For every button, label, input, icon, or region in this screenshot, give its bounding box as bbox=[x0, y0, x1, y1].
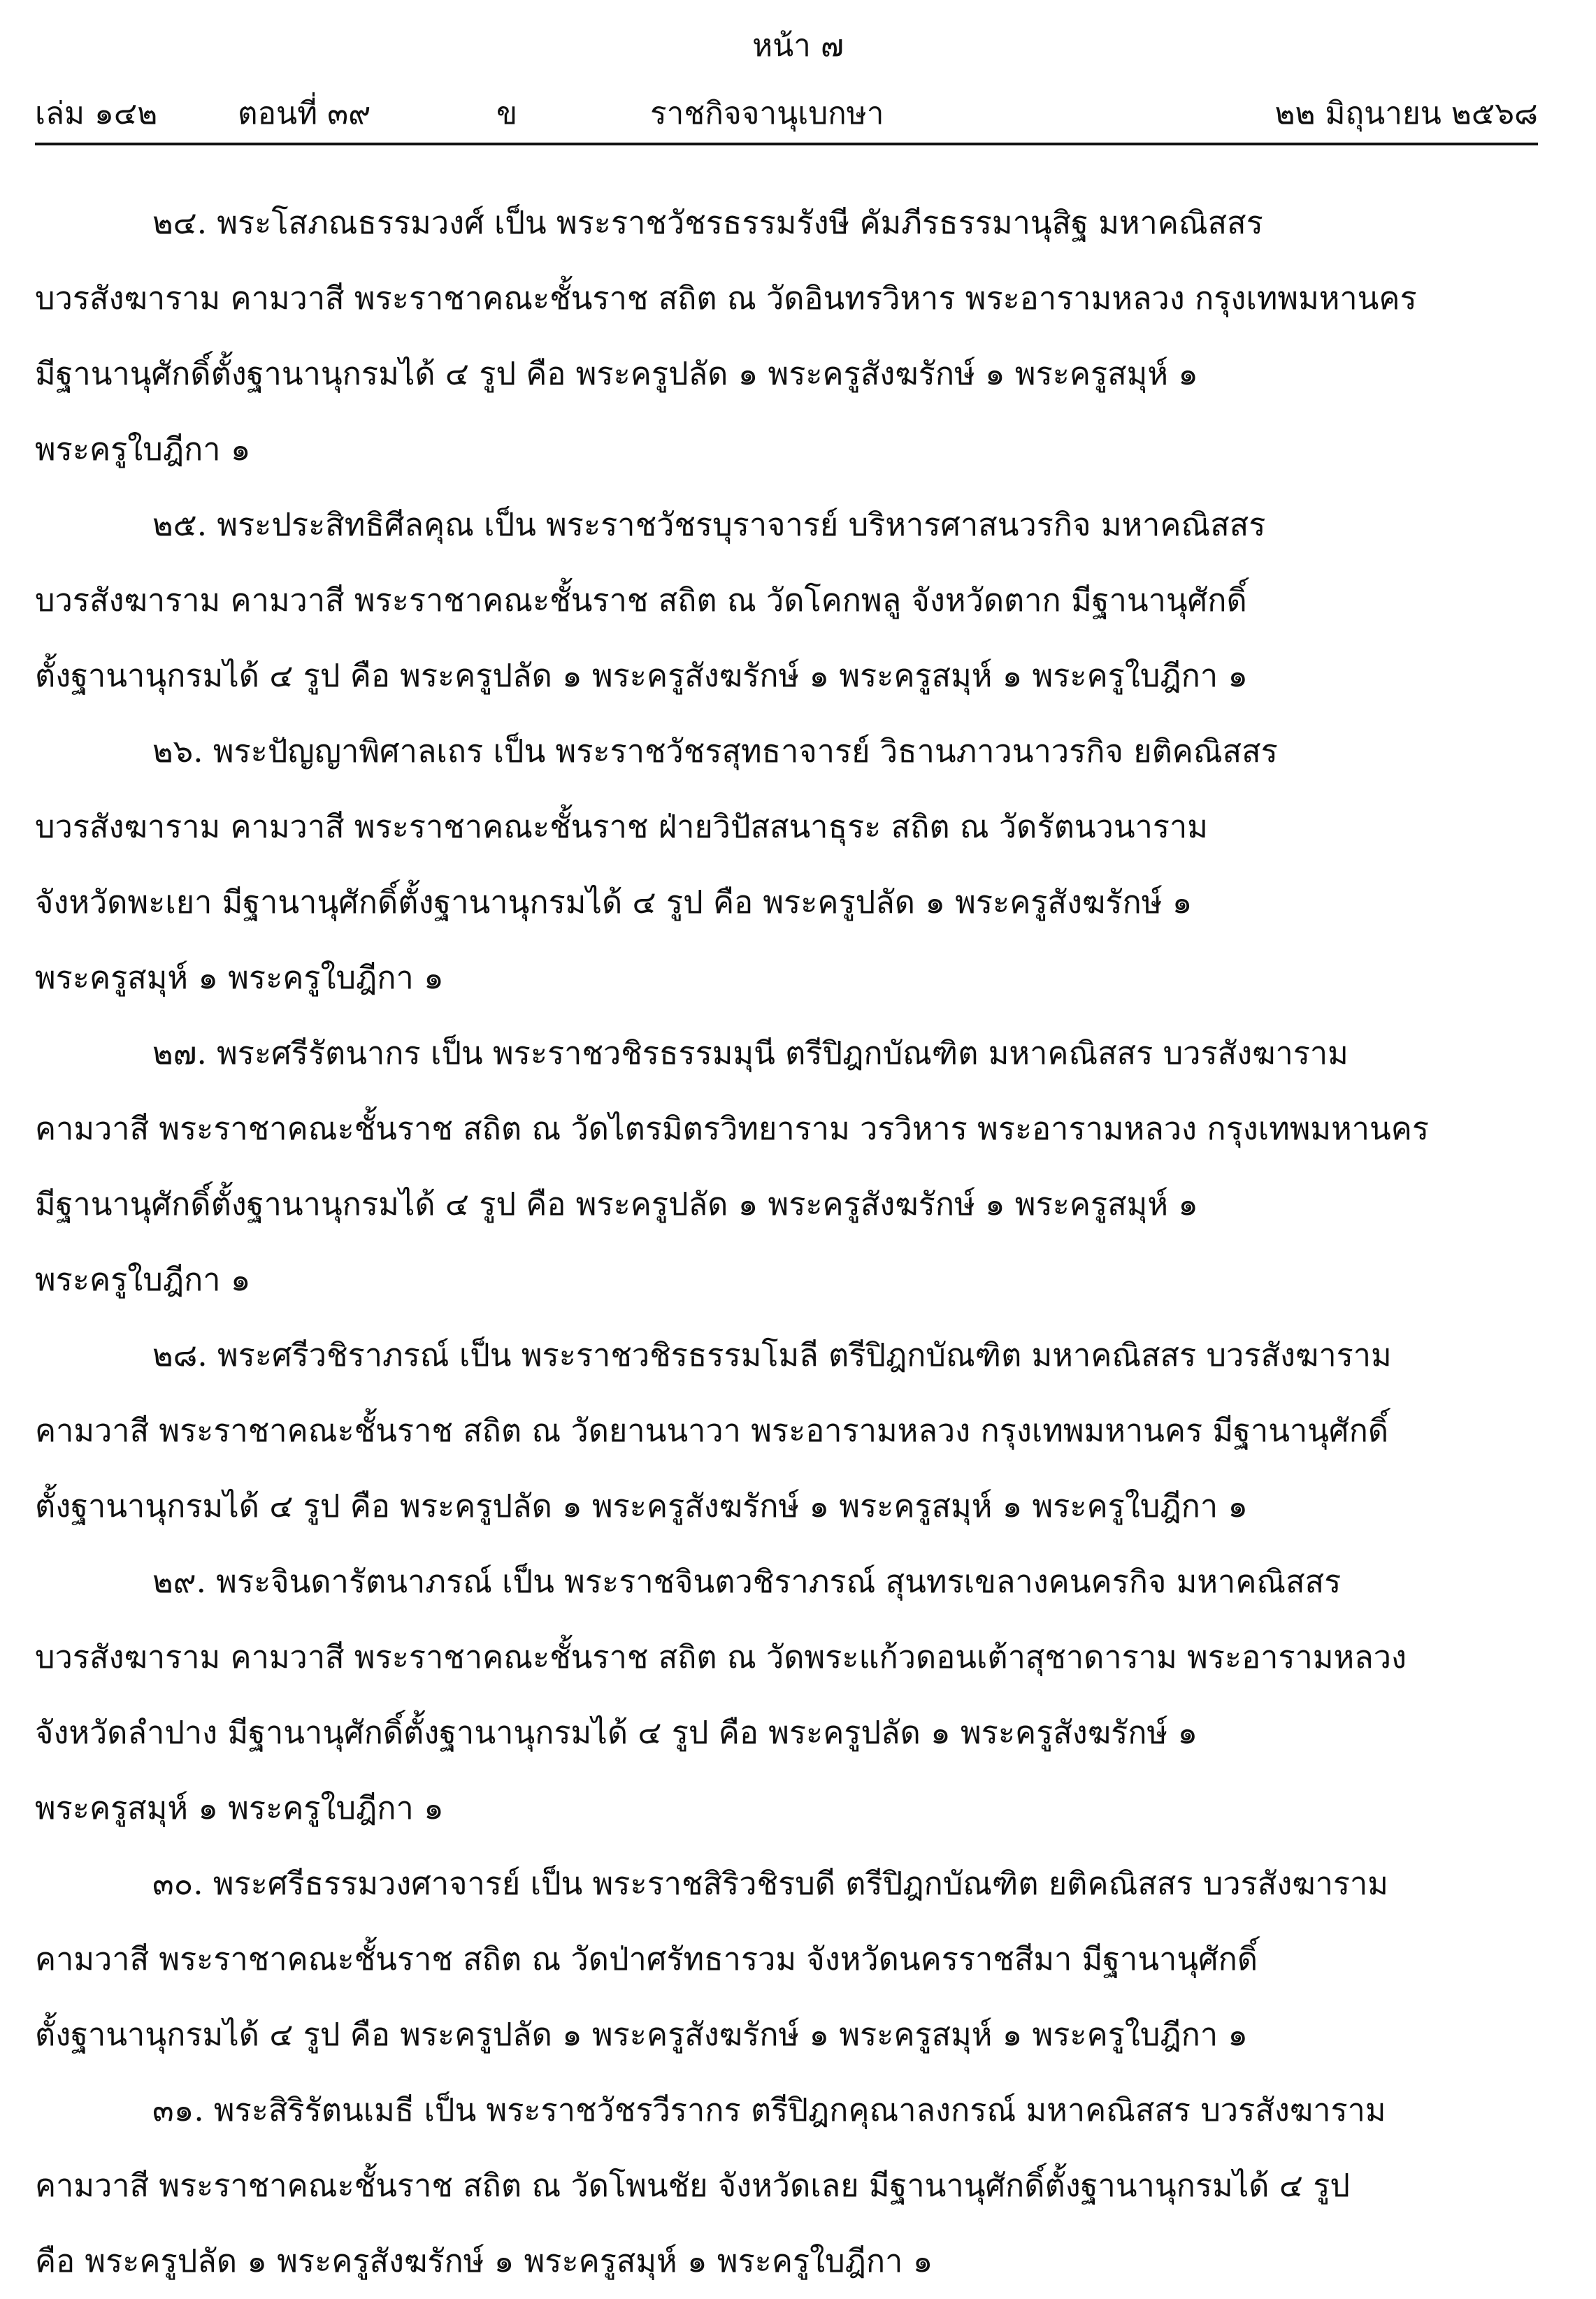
header-divider bbox=[35, 143, 1538, 145]
entry-line: พระครูสมุห์ ๑ พระครูใบฎีกา ๑ bbox=[35, 959, 444, 996]
entry-line: ๓๑. พระสิริรัตนเมธี เป็น พระราชวัชรวีรากร ตรีปิฎกคุณาลงกรณ์ มหาคณิสสร บวรสังฆาราม bbox=[152, 2091, 1386, 2128]
entry-line: ๒๗. พระศรีรัตนากร เป็น พระราชวชิรธรรมมุนี ตรีปิฎกบัณฑิต มหาคณิสสร บวรสังฆาราม bbox=[152, 1035, 1349, 1072]
entry-line: พระครูใบฎีกา ๑ bbox=[35, 431, 251, 468]
entry-line: คามวาสี พระราชาคณะชั้นราช สถิต ณ วัดป่าศรัทธารวม จังหวัดนครราชสีมา มีฐานานุศักดิ์ bbox=[35, 1940, 1258, 1977]
entry-line: บวรสังฆาราม คามวาสี พระราชาคณะชั้นราช สถิต ณ วัดโคกพลู จังหวัดตาก มีฐานานุศักดิ์ bbox=[35, 582, 1247, 619]
volume-label: เล่ม ๑๔๒ bbox=[35, 96, 158, 131]
entry-line: มีฐานานุศักดิ์ตั้งฐานานุกรมได้ ๔ รูป คือ พระครูปลัด ๑ พระครูสังฆรักษ์ ๑ พระครูสมุห์ ๑ bbox=[35, 355, 1198, 392]
entry-line: บวรสังฆาราม คามวาสี พระราชาคณะชั้นราช ฝ่ายวิปัสสนาธุระ สถิต ณ วัดรัตนวนาราม bbox=[35, 808, 1208, 845]
entry-line: บวรสังฆาราม คามวาสี พระราชาคณะชั้นราช สถิต ณ วัดอินทรวิหาร พระอารามหลวง กรุงเทพมหานคร bbox=[35, 280, 1417, 317]
gazette-header bbox=[35, 89, 1538, 138]
section-label: ข bbox=[496, 96, 518, 131]
entry-27 bbox=[35, 1016, 1538, 1318]
entry-line: จังหวัดลำปาง มีฐานานุศักดิ์ตั้งฐานานุกรมได้ ๔ รูป คือ พระครูปลัด ๑ พระครูสังฆรักษ์ ๑ bbox=[35, 1714, 1198, 1751]
entry-line: คามวาสี พระราชาคณะชั้นราช สถิต ณ วัดไตรมิตรวิทยาราม วรวิหาร พระอารามหลวง กรุงเทพมหานคร bbox=[35, 1110, 1430, 1147]
entry-line: จังหวัดพะเยา มีฐานานุศักดิ์ตั้งฐานานุกรมได้ ๔ รูป คือ พระครูปลัด ๑ พระครูสังฆรักษ์ ๑ bbox=[35, 884, 1193, 921]
entry-line: มีฐานานุศักดิ์ตั้งฐานานุกรมได้ ๔ รูป คือ พระครูปลัด ๑ พระครูสังฆรักษ์ ๑ พระครูสมุห์ ๑ bbox=[35, 1185, 1198, 1223]
entry-28 bbox=[35, 1318, 1538, 1544]
entry-line: ๒๘. พระศรีวชิราภรณ์ เป็น พระราชวชิรธรรมโมลี ตรีปิฎกบัณฑิต มหาคณิสสร บวรสังฆาราม bbox=[152, 1336, 1392, 1374]
entry-26 bbox=[35, 714, 1538, 1016]
entry-line: ๓๐. พระศรีธรรมวงศาจารย์ เป็น พระราชสิริวชิรบดี ตรีปิฎกบัณฑิต ยติคณิสสร บวรสังฆาราม bbox=[152, 1865, 1388, 1902]
entry-line: ๒๙. พระจินดารัตนาภรณ์ เป็น พระราชจินตวชิราภรณ์ สุนทรเขลางคนครกิจ มหาคณิสสร bbox=[152, 1563, 1342, 1600]
entry-29 bbox=[35, 1544, 1538, 1846]
entry-30 bbox=[35, 1846, 1538, 2073]
publication-title: ราชกิจจานุเบกษา bbox=[650, 96, 884, 131]
entry-line: ตั้งฐานานุกรมได้ ๔ รูป คือ พระครูปลัด ๑ พระครูสังฆรักษ์ ๑ พระครูสมุห์ ๑ พระครูใบฎีกา ๑ bbox=[35, 2016, 1248, 2053]
entry-24 bbox=[35, 185, 1538, 487]
entry-25 bbox=[35, 487, 1538, 714]
publication-date: ๒๒ มิถุนายน ๒๕๖๘ bbox=[1274, 96, 1538, 131]
entry-line: พระครูใบฎีกา ๑ bbox=[35, 1261, 251, 1298]
entry-31 bbox=[35, 2073, 1538, 2299]
entry-line: ตั้งฐานานุกรมได้ ๔ รูป คือ พระครูปลัด ๑ พระครูสังฆรักษ์ ๑ พระครูสมุห์ ๑ พระครูใบฎีกา ๑ bbox=[35, 657, 1248, 694]
entry-line: คามวาสี พระราชาคณะชั้นราช สถิต ณ วัดโพนชัย จังหวัดเลย มีฐานานุศักดิ์ตั้งฐานานุกรมได้ ๔ รูป bbox=[35, 2167, 1350, 2204]
entry-line: ๒๕. พระประสิทธิศีลคุณ เป็น พระราชวัชรบุราจารย์ บริหารศาสนวรกิจ มหาคณิสสร bbox=[152, 506, 1266, 543]
entry-line: ๒๖. พระปัญญาพิศาลเถร เป็น พระราชวัชรสุทธาจารย์ วิธานภาวนาวรกิจ ยติคณิสสร bbox=[152, 733, 1278, 770]
entry-line: ๒๔. พระโสภณธรรมวงศ์ เป็น พระราชวัชรธรรมรังษี คัมภีรธรรมานุสิฐ มหาคณิสสร bbox=[152, 204, 1263, 241]
entry-line: คือ พระครูปลัด ๑ พระครูสังฆรักษ์ ๑ พระครูสมุห์ ๑ พระครูใบฎีกา ๑ bbox=[35, 2242, 933, 2279]
issue-label: ตอนที่ ๓๙ bbox=[238, 96, 371, 131]
entry-line: พระครูสมุห์ ๑ พระครูใบฎีกา ๑ bbox=[35, 1789, 444, 1826]
entry-line: ตั้งฐานานุกรมได้ ๔ รูป คือ พระครูปลัด ๑ พระครูสังฆรักษ์ ๑ พระครูสมุห์ ๑ พระครูใบฎีกา ๑ bbox=[35, 1487, 1248, 1525]
entry-line: บวรสังฆาราม คามวาสี พระราชาคณะชั้นราช สถิต ณ วัดพระแก้วดอนเต้าสุชาดาราม พระอารามหลวง bbox=[35, 1638, 1407, 1675]
page-number: หน้า ๗ bbox=[752, 28, 844, 64]
entry-line: คามวาสี พระราชาคณะชั้นราช สถิต ณ วัดยานนาวา พระอารามหลวง กรุงเทพมหานคร มีฐานานุศักดิ์ bbox=[35, 1412, 1389, 1449]
document-body bbox=[35, 185, 1538, 2299]
